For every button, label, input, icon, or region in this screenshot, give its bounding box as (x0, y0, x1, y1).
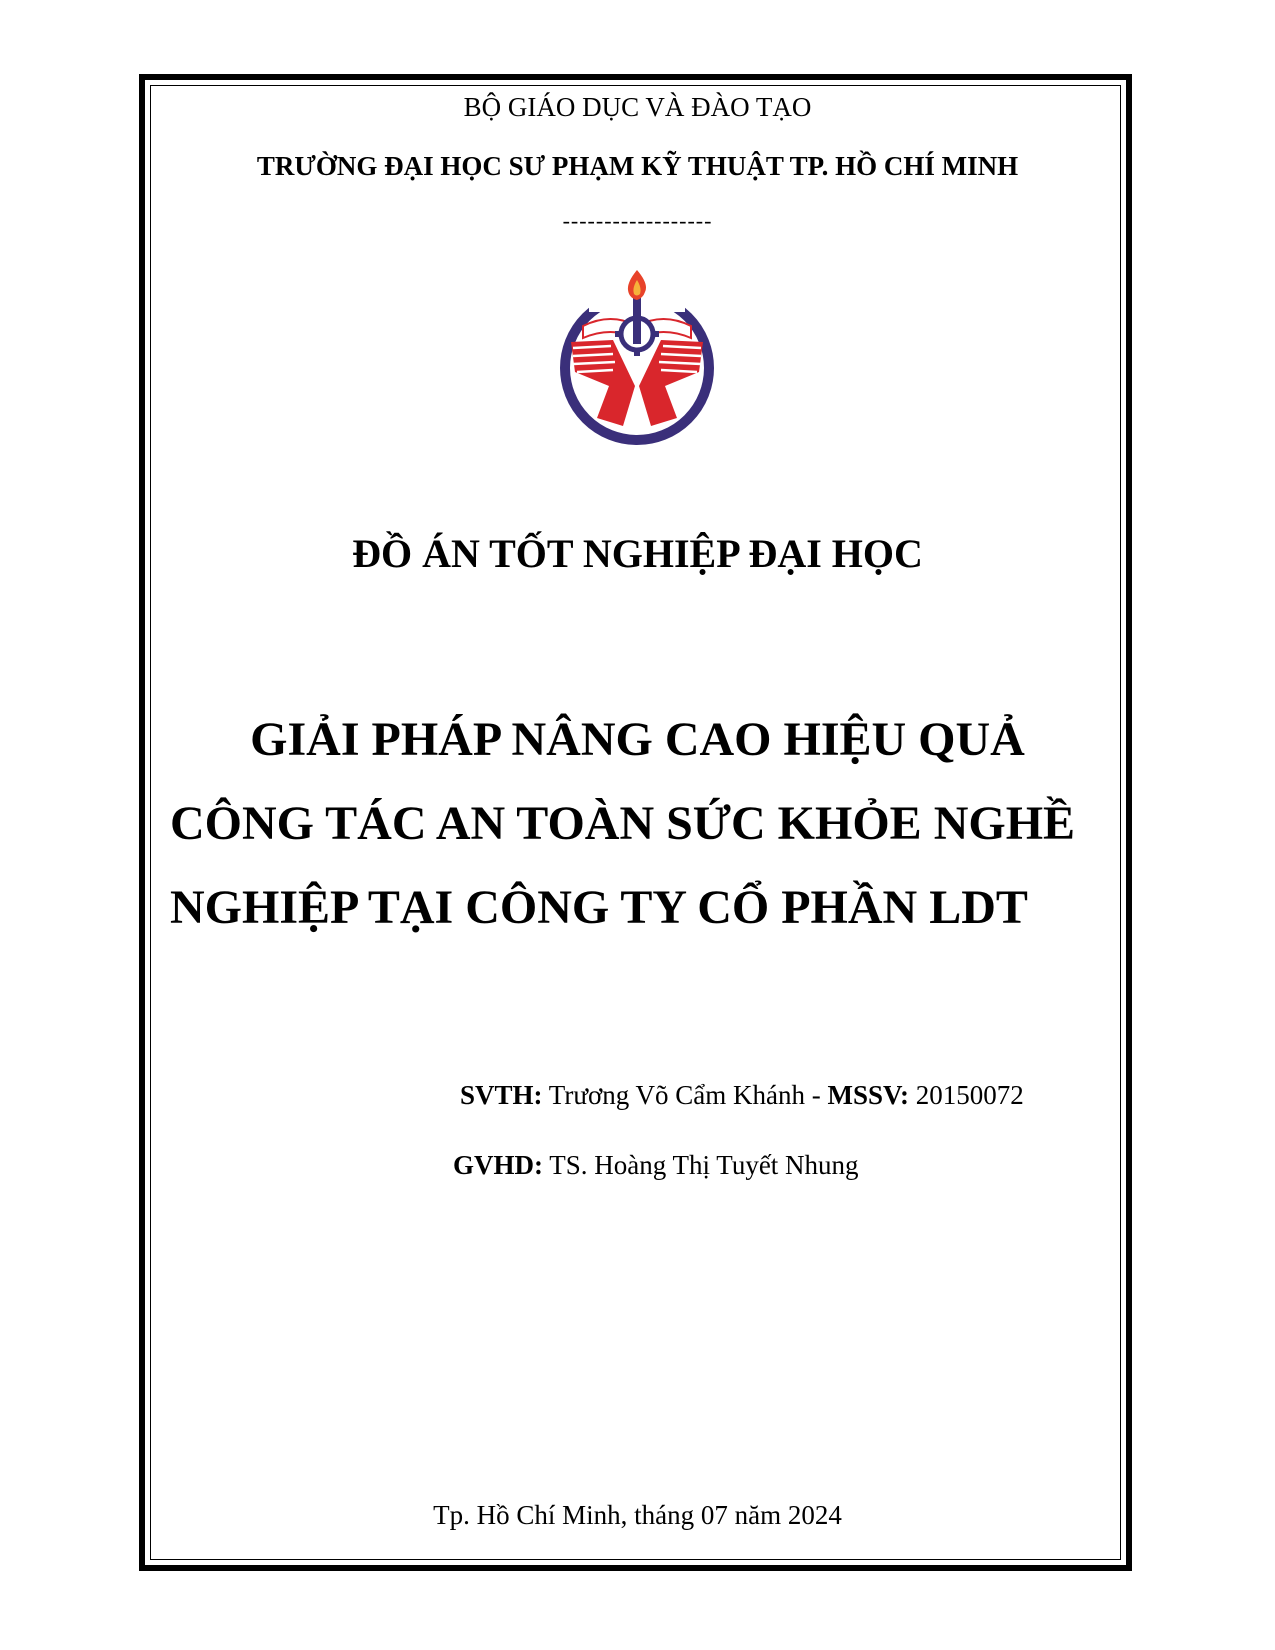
place-date: Tp. Hồ Chí Minh, tháng 07 năm 2024 (433, 1500, 842, 1530)
ministry-name: BỘ GIÁO DỤC VÀ ĐÀO TẠO (463, 92, 812, 122)
university-emblem-icon (553, 268, 721, 446)
advisor-name: TS. Hoàng Thị Tuyết Nhung (549, 1150, 859, 1180)
student-label: SVTH: (460, 1080, 543, 1110)
student-id-label: MSSV: (827, 1080, 910, 1110)
header-separator: ------------------ (562, 208, 713, 233)
thesis-type: ĐỒ ÁN TỐT NGHIỆP ĐẠI HỌC (352, 531, 923, 576)
student-name: Trương Võ Cẩm Khánh (548, 1080, 805, 1110)
thesis-title-line-2: CÔNG TÁC AN TOÀN SỨC KHỎE NGHỀ (170, 797, 1076, 850)
school-name: TRƯỜNG ĐẠI HỌC SƯ PHẠM KỸ THUẬT TP. HỒ CHÍ MINH (256, 151, 1019, 181)
thesis-title-line-1: GIẢI PHÁP NÂNG CAO HIỆU QUẢ (250, 713, 1025, 766)
thesis-title-line-3: NGHIỆP TẠI CÔNG TY CỔ PHẦN LDT (170, 881, 1028, 934)
advisor-info (453, 1150, 859, 1181)
student-id: 20150072 (915, 1080, 1024, 1110)
student-separator: - (804, 1080, 828, 1110)
student-info (460, 1080, 1024, 1111)
advisor-label: GVHD: (453, 1150, 543, 1180)
